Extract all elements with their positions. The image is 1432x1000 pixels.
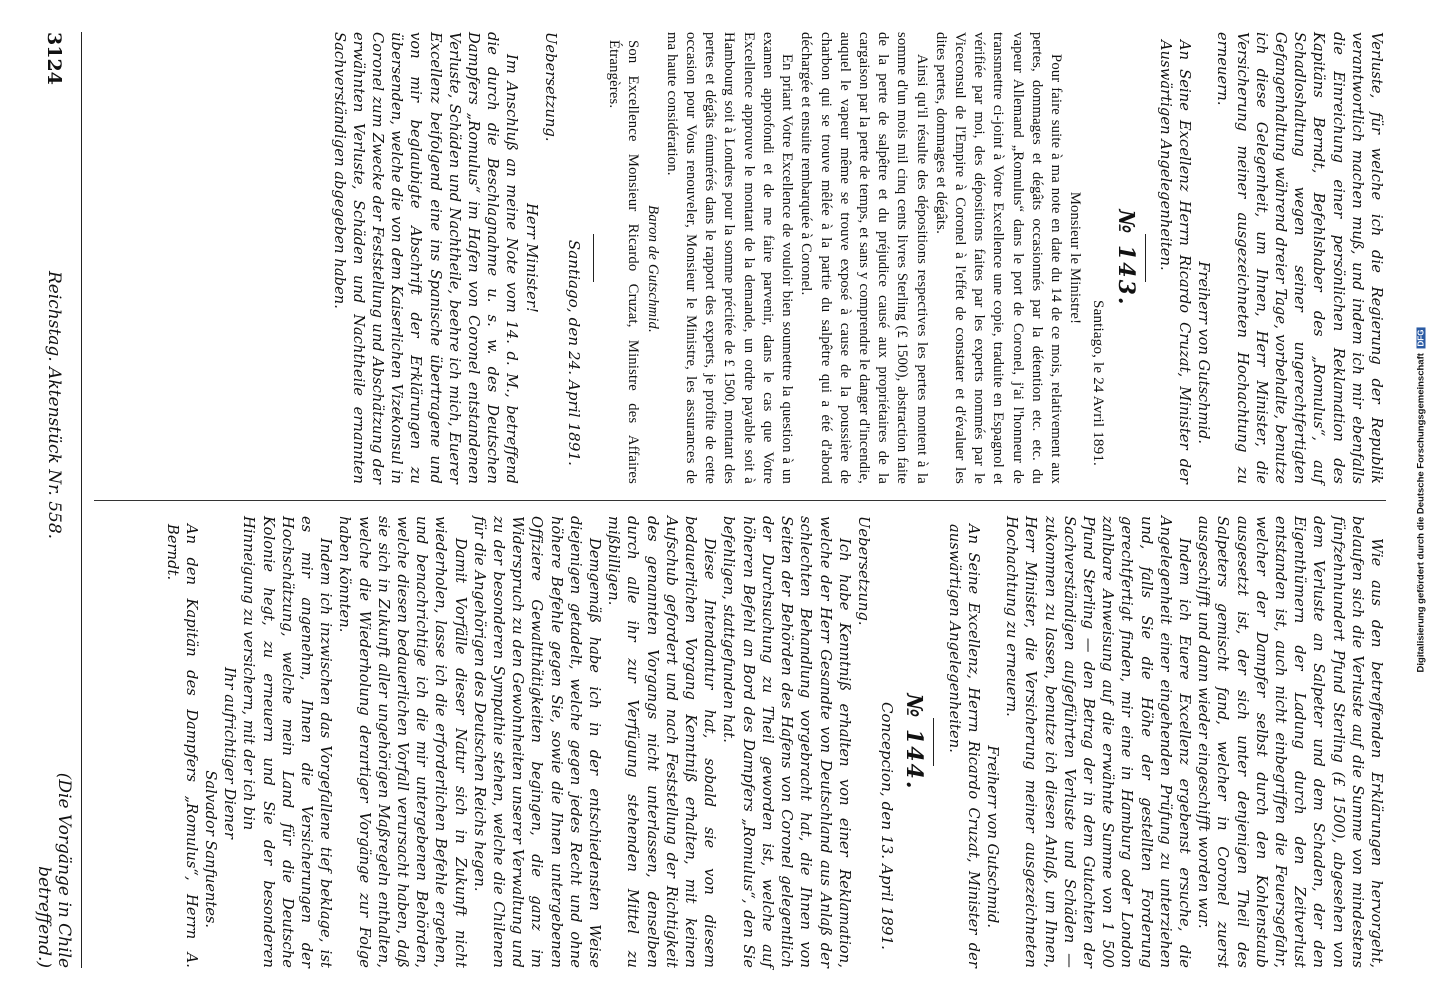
translation-heading: Uebersetzung. xyxy=(854,516,872,626)
paragraph: En priant Votre Excellence de vouloir bien soumettre la question à un examen approfondi et de me faire parvenir, dans le cas que Votre Excellence approuve le montant de la demande, un ordre payable soit à Hambourg soit à Londres pour la somme précitée de £ 1500, montant des pertes et dégâts énumérés dans le rapport des experts, je profite de cette occasion pour Vous renouveler, Monsieur le Ministre, les assurances de ma haute considération. xyxy=(663,32,796,484)
document-number: № 144. xyxy=(901,693,928,791)
separator xyxy=(1145,234,1146,282)
salutation: Monsieur le Ministre! xyxy=(1067,191,1084,325)
paragraph: Damit Vorfälle dieser Natur sich in Zukunft nicht wiederholen, lasse ich die erforderlichen Befehle ergehen, und benachrichtige ich die mir untergebenen Behörden, welche diesen bedauerlichen Vorfall verursacht haben, daß sie sich in Zukunft aller ungehörigen Maßregeln enthalten, welche die Wiederholung derartiger Vorgänge zur Folge haben könnten. xyxy=(336,516,469,968)
signature: Freiherr von Gutschmid. xyxy=(983,745,1001,928)
dfg-badge: DFG xyxy=(1416,329,1426,347)
paragraph: Im Anschluß an meine Note vom 14. d. M., betreffend die durch die Beschlagnahme u. s. w. des Deutschen Dampfers „Romulus“ im Hafen von Coronel entstandenen Verluste, Schäden und Nachtheile, beehre ich mich, Euerer Excellenz beifolgend eine ins Spanische übertragene und von mir beglaubigte Abschrift der Erklärungen zu übersenden, welche die von dem Kaiserlichen Vizekonsul in Coronel zum Zwecke der Feststellung und Abschätzung der erwähnten Verluste, Schäden und Nachtheile ernannten Sachverständigen abgegeben haben. xyxy=(330,32,521,484)
addressee: An den Kapitän des Dampfers „Romulus“, Herrn A. Berndt. xyxy=(163,524,200,968)
document-number: № 143. xyxy=(1112,209,1139,307)
place-date: Santiago, le 24 Avril 1891. xyxy=(1090,300,1107,466)
header-title: Reichstag. Aktenstück Nr. 558. xyxy=(44,270,64,540)
separator xyxy=(593,234,594,282)
paragraph: Diese Intendantur hat, sobald sie von diesem bedauerlichen Vorgang Kenntniß erhalten, mit keinen Aufschub gefordert und nach Feststellung der Richtigkeit des genannten Vorgangs nicht unterlassen, denselben durch alle ihr zur Verfügung stehenden Mittel zu mißbilligen. xyxy=(605,516,719,968)
header-subject: (Die Vorgänge in Chile betreffend.) xyxy=(34,772,74,968)
header-rule xyxy=(81,32,82,968)
column-divider xyxy=(94,500,1386,501)
digitization-note xyxy=(1416,328,1427,673)
place-date: Concepcion, den 13. April 1891. xyxy=(878,701,897,950)
paragraph: Demgemäß habe ich in der entschiedensten Weise diejenigen getadelt, welche gegen jedes Recht und ohne höhere Befehle gegen Sie, sowie die Ihnen untergebenen Offiziere Gewaltthätigkeiten begingen, die ganz im Widerspruch zu den Gewohnheiten unserer Verwaltung und zu der besonderen Sympathie stehen, welche die Chilenen für die Angehörigen des Deutschen Reichs hegen. xyxy=(470,516,604,968)
signature: Salvador Sanfuentes. xyxy=(202,770,220,928)
digitization-text: Digitalisierung gefördert durch die Deutsche Forschungsgemeinschaft xyxy=(1415,353,1427,673)
signature: Freiherr von Gutschmid. xyxy=(1195,261,1213,444)
left-column xyxy=(94,32,1386,484)
paragraph: Ich habe Kenntniß erhalten von einer Reklamation, welche der Herr Gesandte von Deutschland aus Anlaß der schlechten Behandlung vorgebracht hat, die Ihnen von Seiten der Behörden des Hafens von Coronel gelegentlich der Durchsuchung zu Theil geworden ist, welche auf höheren Befehl an Bord des Dampfers „Romulus“, den Sie befehligen, stattgefunden hat. xyxy=(720,516,853,968)
addressee: An Seine Excellenz Herrn Ricardo Cruzat, Minister der Auswärtigen Angelegenheiten. xyxy=(1156,40,1193,484)
right-column xyxy=(94,516,1386,968)
page-number: 3124 xyxy=(43,32,65,85)
paragraph: Pour faire suite à ma note en date du 14 de ce mois, relativement aux pertes, dommages et dégâts occasionnés par la détention etc. etc. du vapeur Allemand „Romulus“ dans le port de Coronel, j'ai l'honneur de transmettre ci-joint à Votre Excellence une copie, traduite en Espagnol et vérifiée par moi, des dépositions faites par les experts nommés par le Viceconsul de l'Empire à Coronel à l'effet de constater et d'évaluer les dites pertes, dommages et dégâts. xyxy=(932,32,1064,484)
running-header xyxy=(34,32,74,968)
signature: Baron de Gutschmid. xyxy=(644,205,661,333)
paragraph: Wie aus den betreffenden Erklärungen hervorgeht, belaufen sich die Verluste auf die Summe von mindestens fünfzehnhundert Pfund Sterling (£ 1500), abgesehen von dem Verluste an Salpeter und dem Schaden, der den Eigenthümern der Ladung durch den Zeitverlust entstanden ist, auch nicht einbegriffen die Feuersgefahr, welcher der Dampfer selbst durch den Kohlenstaub ausgesetzt ist, der sich unter denjenigen Theil des Salpeters gemischt fand, welcher in Coronel zuerst ausgeschifft und dann wieder eingeschifft worden war. xyxy=(1195,516,1385,968)
salutation: Herr Minister! xyxy=(522,203,540,313)
addressee: An Seine Excellenz, Herrn Ricardo Cruzat, Minister der auswärtigen Angelegenheiten. xyxy=(945,524,982,968)
addressee: Son Excellence Monsieur Ricardo Cruzat, Ministre des Affaires Étrangères. xyxy=(606,40,642,484)
paragraph: Indem ich Euere Excellenz ergebenst ersuche, die Angelegenheit einer eingehenden Prüfung zu unterziehen und, falls Sie die Höhe der gestellten Forderung gerechtfertigt finden, mir eine in Hamburg oder London zahlbare Anweisung auf die erwähnte Summe von 1 500 Pfund Sterling — den Betrag der in dem Gutachten der Sachverständigen aufgeführten Verluste und Schäden — zukommen zu lassen, benutze ich diesen Anlaß, um Ihnen, Herr Minister, die Versicherung meiner ausgezeichneten Hochachtung zu erneuern. xyxy=(1003,516,1193,968)
paragraph: Ainsi qu'il résulte des dépositions respectives les pertes montent à la somme d'un mois mil cinq cents livres Sterling (£ 1500), abstraction faite de la perte de salpêtre et du préjudice causé aux propriétaires de la cargaison par la perte de temps, et sans y comprendre le danger d'incendie, auquel le vapeur même se trouve exposé à cause de la poussière de charbon qui se trouve mêlée à la partie du salpêtre qui a été d'abord déchargée et ensuite rembarquée à Coronel. xyxy=(798,32,930,484)
paragraph: Indem ich inzwischen das Vorgefallene tief beklage, ist es mir angenehm, Ihnen die Versicherungen der Hochschätzung, welche mein Land für die Deutsche Kolonie hegt, zu erneuern und Sie der besonderen Hinneigung zu versichern, mit der ich bin xyxy=(240,516,335,968)
paragraph: Verluste, für welche ich die Regierung der Republik verantwortlich machen muß, und indem ich mir ebenfalls die Einreichung einer persönlichen Reklamation des Kapitäns Berndt, Befehlshaber des „Romulus“, auf Schadloshaltung wegen seiner ungerechtfertigten Gefangenhaltung während dreier Tage, vorbehalte, benutze ich diese Gelegenheit, um Ihnen, Herr Minister, die Versicherung meiner ausgezeichneten Hochachtung zu erneuern. xyxy=(1214,32,1385,484)
separator xyxy=(933,718,934,766)
translation-heading: Uebersetzung. xyxy=(541,32,559,142)
closing: Ihr aufrichtiger Diener xyxy=(221,667,239,839)
place-date: Santiago, den 24. April 1891. xyxy=(565,239,584,466)
